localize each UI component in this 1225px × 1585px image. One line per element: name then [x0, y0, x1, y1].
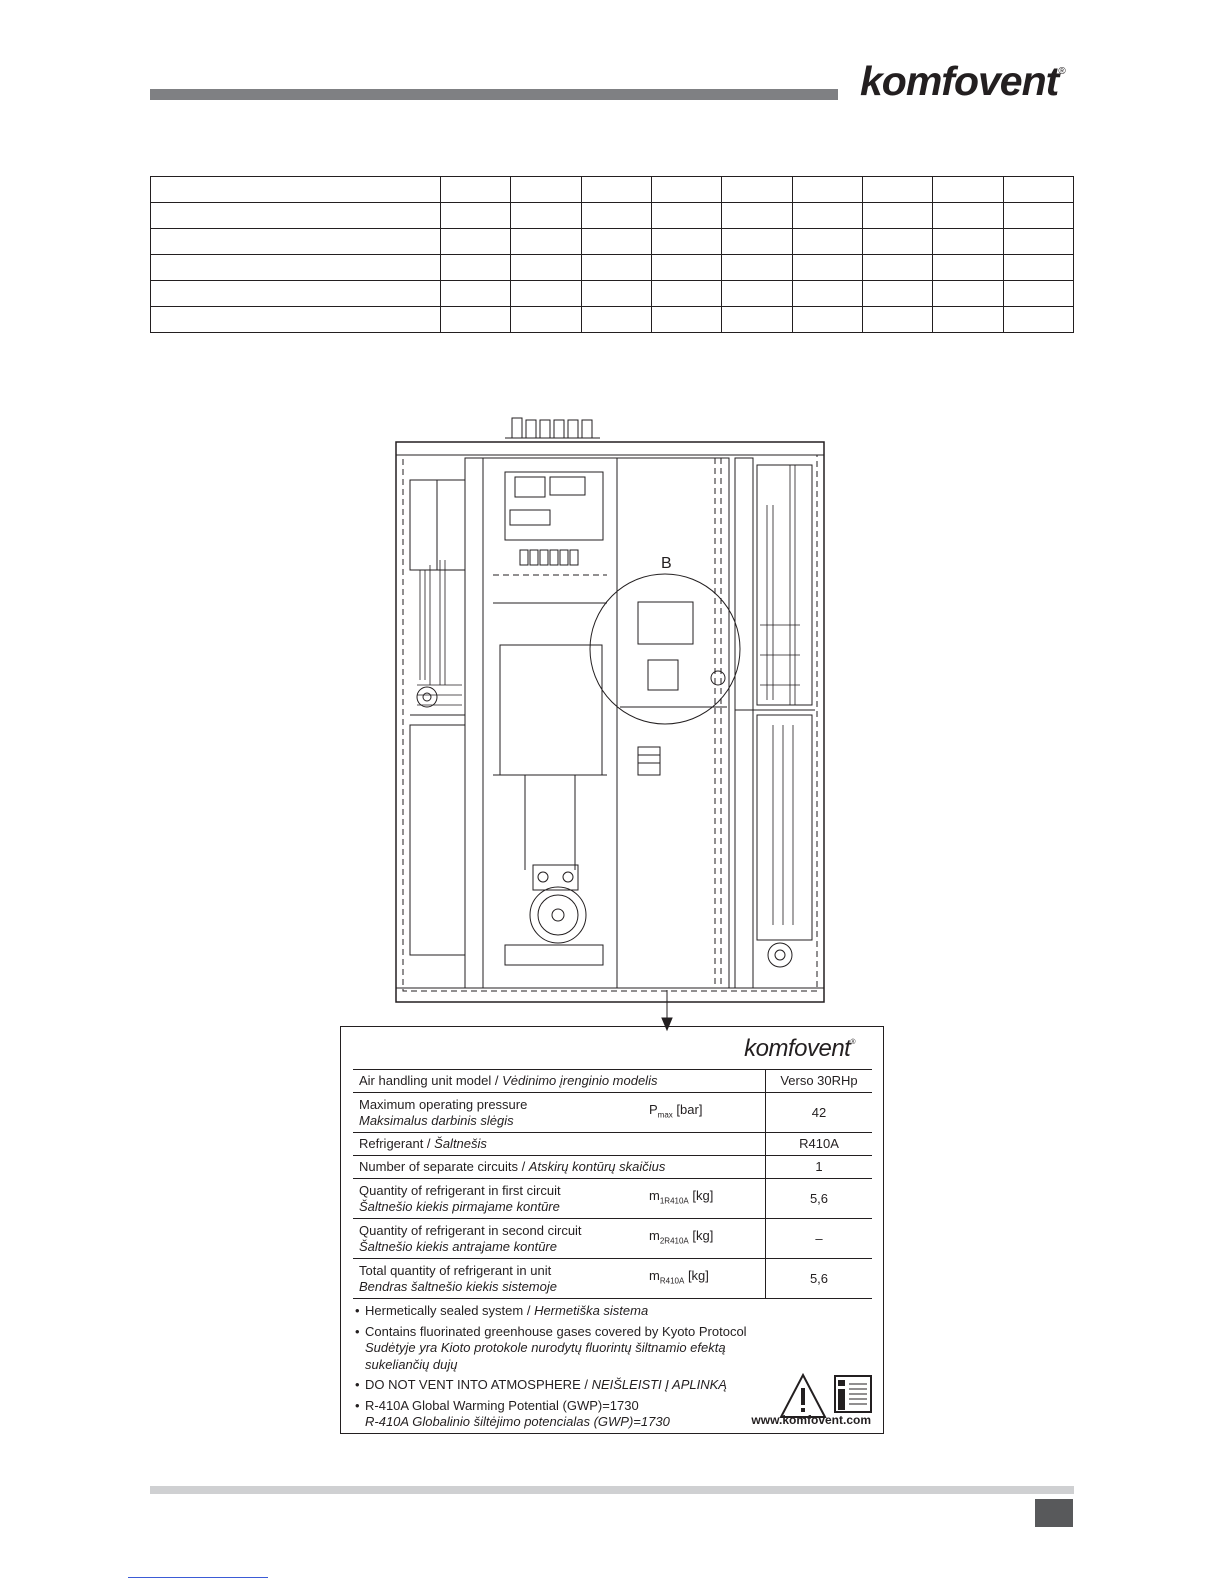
detail-circle — [590, 574, 740, 724]
label-spec-table — [353, 1069, 872, 1299]
table-row — [151, 281, 1074, 307]
label-url: www.komfovent.com — [751, 1413, 871, 1427]
outer-frame — [396, 442, 824, 1002]
table-row — [151, 229, 1074, 255]
label-note: • DO NOT VENT INTO ATMOSPHERE / NEIŠLEISTI Į APLINKĄ — [355, 1377, 727, 1392]
table-row — [151, 255, 1074, 281]
label-row-value: Verso 30RHp — [766, 1070, 873, 1093]
brand-logo: komfovent® — [860, 58, 1065, 104]
label-row — [353, 1219, 872, 1259]
label-row-text: Total quantity of refrigerant in unit Bendras šaltnešio kiekis sistemoje — [353, 1259, 643, 1299]
page-number-box — [1035, 1499, 1073, 1527]
label-note: • Hermetically sealed system / Hermetiška sistema — [355, 1303, 649, 1318]
label-row — [353, 1133, 872, 1156]
label-row-text: Refrigerant / Šaltnešis — [353, 1133, 766, 1156]
bottom-link-underline — [128, 1577, 268, 1578]
warning-triangle-icon — [781, 1375, 825, 1417]
breakers — [520, 550, 578, 565]
label-row-text: Quantity of refrigerant in second circuit Šaltnešio kiekis antrajame kontūre — [353, 1219, 643, 1259]
header-bar — [150, 89, 838, 100]
label-row-symbol: $m_{R410A}$ [kg] — [643, 1259, 766, 1299]
label-row — [353, 1070, 872, 1093]
label-row-value: 42 — [766, 1093, 873, 1133]
empty-spec-table — [150, 176, 1074, 333]
label-row-value: 1 — [766, 1156, 873, 1179]
label-row-text: Number of separate circuits / Atskirų kontūrų skaičius — [353, 1156, 766, 1179]
label-notes — [355, 1303, 775, 1435]
table-row — [151, 307, 1074, 333]
label-row-symbol: $m_{2R410A}$ [kg] — [643, 1219, 766, 1259]
refrigerant-label — [340, 1026, 884, 1434]
table-row — [151, 177, 1074, 203]
label-brand-logo: komfovent® — [744, 1035, 855, 1062]
label-row — [353, 1179, 872, 1219]
label-row-text: Maximum operating pressure Maksimalus darbinis slėgis — [353, 1093, 643, 1133]
label-note: • Contains fluorinated greenhouse gases covered by Kyoto Protocol Sudėtyje yra Kioto protokole nurodytų fluorintų šiltnamio efektą sukeliančių dujų — [355, 1323, 747, 1372]
label-row-symbol: $P_{max}$ [bar] — [643, 1093, 766, 1133]
table-row — [151, 203, 1074, 229]
label-row — [353, 1156, 872, 1179]
label-row-text: Quantity of refrigerant in first circuit Šaltnešio kiekis pirmajame kontūre — [353, 1179, 643, 1219]
label-row-value: 5,6 — [766, 1259, 873, 1299]
callout-label: B — [661, 555, 672, 572]
label-row-text: Air handling unit model / Vėdinimo įrenginio modelis — [353, 1070, 766, 1093]
label-row-value: R410A — [766, 1133, 873, 1156]
label-row-value: – — [766, 1219, 873, 1259]
info-book-icon — [835, 1376, 871, 1412]
unit-drawing — [395, 415, 835, 1040]
label-row-symbol: $m_{1R410A}$ [kg] — [643, 1179, 766, 1219]
label-row — [353, 1093, 872, 1133]
label-note: • R-410A Global Warming Potential (GWP)=1730 R-410A Globalinio šiltėjimo potencialas (GWP)=1730 — [355, 1397, 670, 1429]
label-row — [353, 1259, 872, 1299]
label-row-value: 5,6 — [766, 1179, 873, 1219]
top-connectors — [505, 418, 600, 438]
footer-bar — [150, 1486, 1074, 1494]
